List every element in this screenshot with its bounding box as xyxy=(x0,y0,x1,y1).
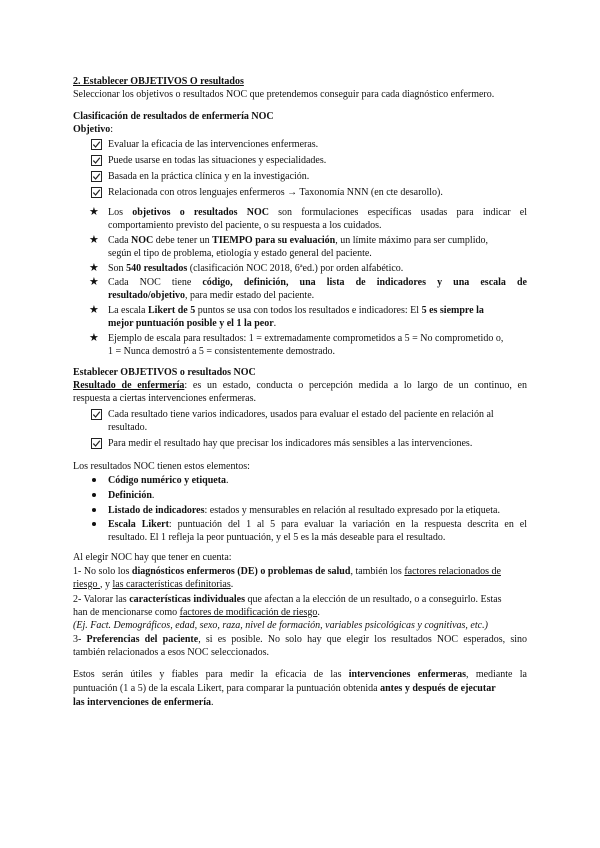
objective-line xyxy=(73,123,113,136)
element-item: resultado. El 1 refleja la peor puntuación, y el 5 es la más deseable para el resultado. xyxy=(108,532,446,543)
star-item-line: según el tipo de problema, etiología y estado general del paciente. xyxy=(108,248,372,259)
closing-line: las intervenciones de enfermería. xyxy=(73,697,214,708)
section-title: 2. Establecer OBJETIVOS O resultados xyxy=(73,76,244,87)
bullet-icon xyxy=(92,493,96,497)
definition-line: respuesta a ciertas intervenciones enfermeras. xyxy=(73,393,256,404)
objective-label: Objetivo xyxy=(73,124,111,135)
checkbox-icon xyxy=(91,139,102,150)
definition-line: Resultado de enfermería: es un estado, conducta o percepción medida a lo largo de un continuo, en xyxy=(73,380,527,391)
element-item: Escala Likert: puntuación del 1 al 5 para evaluar la variación en la respuesta descrita en el xyxy=(108,519,527,530)
elements-intro: Los resultados NOC tienen estos elementos: xyxy=(73,461,250,472)
choose-point: 2- Valorar las características individuales que afectan a la elección de un resultado, o a conseguirlo. Estas xyxy=(73,594,502,605)
star-icon: ★ xyxy=(89,262,99,274)
star-item-line: Son 540 resultados (clasificación NOC 2018, 6ªed.) por orden alfabético. xyxy=(108,263,404,274)
star-item-line: resultado/objetivo, para medir estado del paciente. xyxy=(108,290,315,301)
star-icon: ★ xyxy=(89,206,99,218)
objective-item: Relacionada con otros lenguajes enfermeros → Taxonomía NNN (en cte desarollo). xyxy=(108,187,443,198)
choose-example: (Ej. Fact. Demográficos, edad, sexo, raza, nivel de formación, variables psicológicas y cognitivas, etc.) xyxy=(73,620,488,631)
objective-item: Puede usarse en todas las situaciones y especialidades. xyxy=(108,155,327,166)
checkbox-icon xyxy=(91,187,102,198)
star-item-line: mejor puntuación posible y el 1 la peor. xyxy=(108,318,277,329)
objective-item: Evaluar la eficacia de las intervenciones enfermeras. xyxy=(108,139,319,150)
star-icon: ★ xyxy=(89,332,99,344)
checkbox-icon xyxy=(91,155,102,166)
noc-heading: Clasificación de resultados de enfermería NOC xyxy=(73,111,274,122)
element-item: Listado de indicadores: estados y mensurables en relación al resultado expresado por la etiqueta. xyxy=(108,505,500,516)
objective-item: Basada en la práctica clínica y en la investigación. xyxy=(108,171,310,182)
closing-line: Estos serán útiles y fiables para medir la eficacia de las intervenciones enfermeras, mediante la xyxy=(73,669,527,680)
choose-intro: Al elegir NOC hay que tener en cuenta: xyxy=(73,552,232,563)
intro-text: Seleccionar los objetivos o resultados NOC que pretendemos conseguir para cada diagnóstico enfermero. xyxy=(73,89,495,100)
star-icon: ★ xyxy=(89,304,99,316)
establish-heading: Establecer OBJETIVOS o resultados NOC xyxy=(73,367,256,378)
star-item-line: Cada NOC tiene código, definición, una lista de indicadores y una escala de xyxy=(108,277,528,288)
closing-line: puntuación (1 a 5) de la escala Likert, para comparar la puntuación obtenida antes y después de ejecutar xyxy=(73,683,496,694)
choose-point: riesgo , y las características definitorias. xyxy=(73,579,234,590)
star-icon: ★ xyxy=(89,234,99,246)
indicator-item: resultado. xyxy=(108,422,148,433)
element-item: Definición. xyxy=(108,490,155,501)
star-item-line: Ejemplo de escala para resultados: 1 = extremadamente comprometidos a 5 = No comprometido o, xyxy=(108,333,504,344)
star-item-line: 1 = Nunca demostró a 5 = consistentemente demostrado. xyxy=(108,346,336,357)
checkbox-icon xyxy=(91,438,102,449)
element-item: Código numérico y etiqueta. xyxy=(108,475,229,486)
checkbox-icon xyxy=(91,171,102,182)
choose-point: 1- No solo los diagnósticos enfermeros (DE) o problemas de salud, también los factores relacionados de xyxy=(73,566,501,577)
indicator-item: Cada resultado tiene varios indicadores, usados para evaluar el estado del paciente en relación al xyxy=(108,409,494,420)
star-item-line: La escala Likert de 5 puntos se usa con todos los resultados e indicadores: El 5 es siempre la xyxy=(108,305,484,316)
bullet-icon xyxy=(92,522,96,526)
star-item-line: Cada NOC debe tener un TIEMPO para su evaluación, un límite máximo para ser cumplido, xyxy=(108,235,488,246)
choose-point: han de mencionarse como factores de modificación de riesgo. xyxy=(73,607,320,618)
choose-point: 3- Preferencias del paciente, si es posible. No solo hay que elegir los resultados NOC esperados, sino xyxy=(73,634,527,645)
star-item-line: Los objetivos o resultados NOC son formulaciones específicas usadas para indicar el xyxy=(108,207,528,218)
bullet-icon xyxy=(92,478,96,482)
checkbox-icon xyxy=(91,409,102,420)
star-icon: ★ xyxy=(89,276,99,288)
choose-point: también relacionados a esos NOC seleccionados. xyxy=(73,647,270,658)
bullet-icon xyxy=(92,508,96,512)
star-item-line: comportamiento previsto del paciente, o su respuesta a los cuidados. xyxy=(108,220,382,231)
indicator-item: Para medir el resultado hay que precisar los indicadores más sensibles a las intervenciones. xyxy=(108,438,473,449)
objective-colon: : xyxy=(110,124,113,135)
